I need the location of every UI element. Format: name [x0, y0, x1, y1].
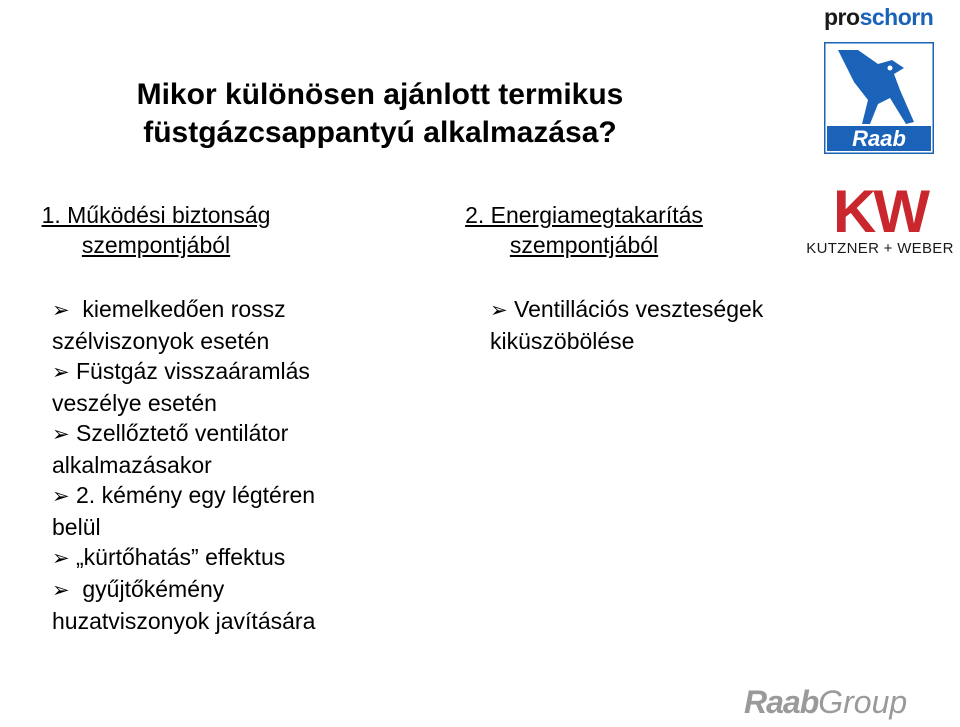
right-column-heading [398, 200, 770, 260]
arrow-bullet-icon: ➢ [490, 299, 508, 322]
right-bullet-list [490, 294, 810, 356]
slide-title [0, 76, 760, 152]
arrow-bullet-icon: ➢ [52, 485, 70, 508]
proschorn-logo [824, 4, 933, 31]
bullet-text-cont: belül [52, 514, 101, 540]
bullet-text-cont: kiküszöbölése [490, 328, 635, 354]
bullet-item [52, 542, 392, 574]
bullet-item [52, 356, 392, 418]
bullet-text-cont: alkalmazásakor [52, 452, 212, 478]
bullet-item [52, 480, 392, 542]
slide-title-line2: füstgázcsappantyú alkalmazása? [143, 116, 617, 149]
bullet-text-cont: veszélye esetén [52, 390, 217, 416]
bullet-text: 2. kémény egy légtéren [76, 482, 316, 508]
slide-title-line1: Mikor különösen ajánlott termikus [136, 78, 624, 111]
right-heading-line1: 2. Energiamegtakarítás [465, 202, 703, 228]
bullet-item [490, 294, 810, 356]
kw-logo-letters: KW [833, 178, 927, 245]
arrow-bullet-icon: ➢ [52, 361, 70, 384]
kutzner-weber-logo [806, 178, 954, 262]
arrow-bullet-icon: ➢ [52, 299, 70, 322]
bullet-item [52, 574, 392, 636]
raab-bird-logo [824, 42, 934, 154]
arrow-bullet-icon: ➢ [52, 547, 70, 570]
raab-bird-eye [888, 66, 893, 71]
raab-group-group: Group [818, 684, 908, 720]
right-heading-line2: szempontjából [509, 232, 659, 258]
bullet-item [52, 418, 392, 480]
arrow-bullet-icon: ➢ [52, 579, 70, 602]
bullet-text: „kürtőhatás” effektus [76, 544, 286, 570]
bullet-text-cont: huzatviszonyok javítására [52, 608, 316, 634]
bullet-text: kiemelkedően rossz [76, 296, 286, 322]
left-heading-line1: 1. Működési biztonság [41, 202, 271, 228]
bullet-item [52, 294, 392, 356]
arrow-bullet-icon: ➢ [52, 423, 70, 446]
left-heading-line2: szempontjából [81, 232, 231, 258]
kw-logo-text: KUTZNER + WEBER [806, 240, 954, 257]
left-column-heading [0, 200, 312, 260]
proschorn-logo-pro: pro [824, 4, 860, 30]
bullet-text-cont: szélviszonyok esetén [52, 328, 270, 354]
raab-group-logo [744, 683, 907, 721]
raab-logo-text: Raab [852, 126, 906, 151]
bullet-text: gyűjtőkémény [76, 576, 225, 602]
left-bullet-list [52, 294, 392, 636]
bullet-text: Füstgáz visszaáramlás [76, 358, 310, 384]
bullet-text: Szellőztető ventilátor [76, 420, 289, 446]
bullet-text: Ventillációs veszteségek [514, 296, 764, 322]
raab-group-raab: Raab [744, 684, 819, 720]
proschorn-logo-schorn: schorn [859, 4, 934, 30]
